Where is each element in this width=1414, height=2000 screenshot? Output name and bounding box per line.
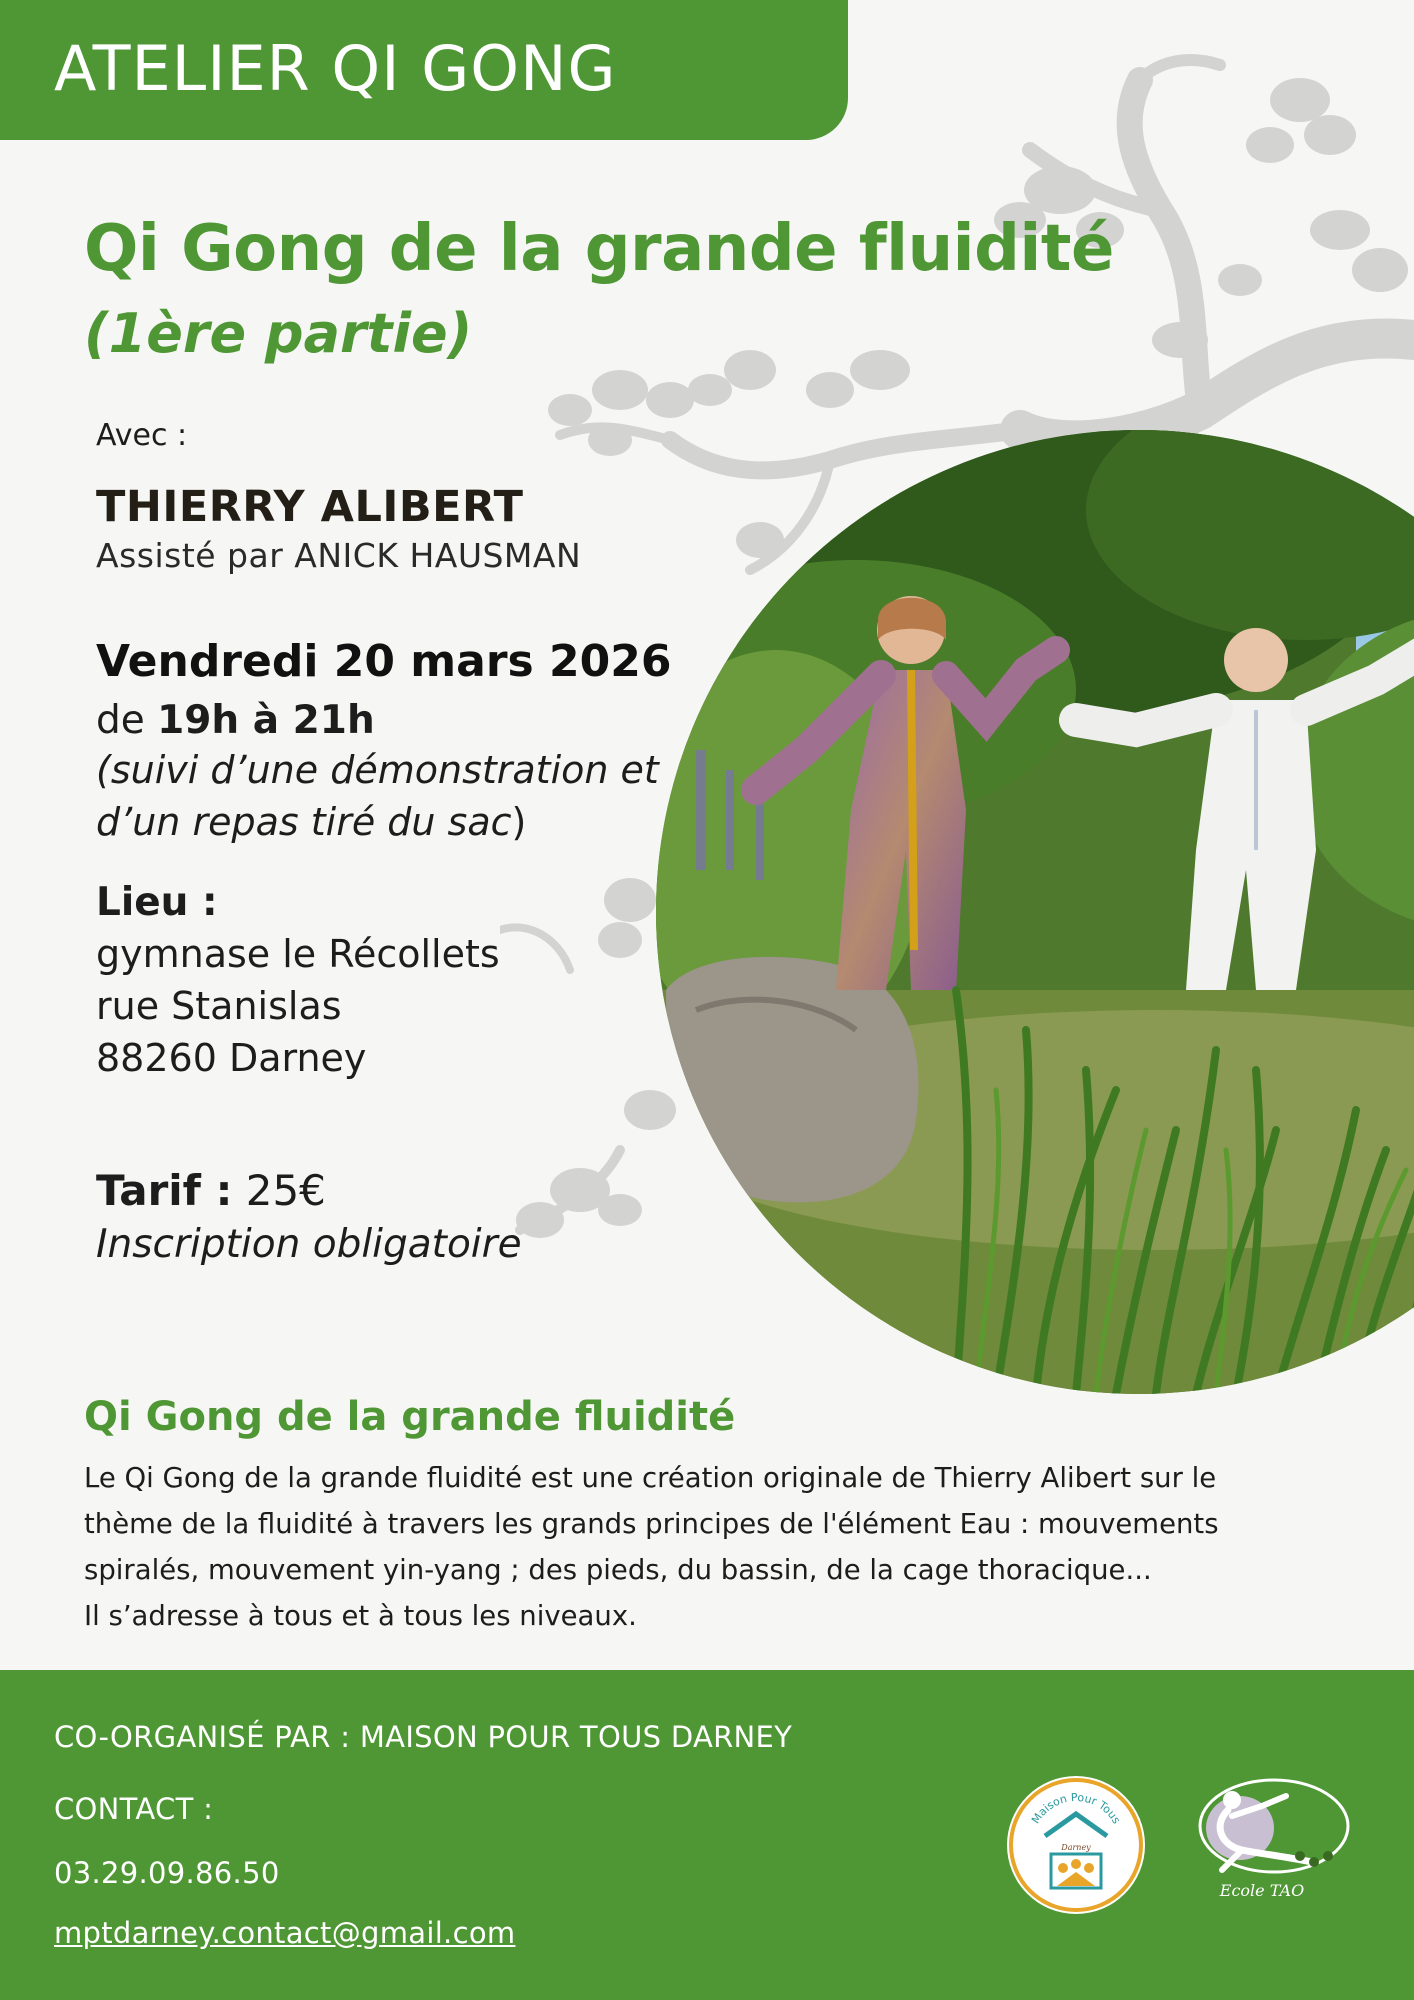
contact-email-link[interactable]: mptdarney.contact@gmail.com — [54, 1916, 516, 1950]
organizer-text: CO-ORGANISÉ PAR : MAISON POUR TOUS DARNEY — [54, 1720, 793, 1754]
address-line: rue Stanislas — [96, 984, 342, 1028]
price-value: 25€ — [232, 1166, 326, 1215]
event-time — [96, 698, 375, 743]
assistant-name: Assisté par ANICK HAUSMAN — [96, 536, 582, 575]
description-line: Il s’adresse à tous et à tous les niveaux. — [84, 1600, 637, 1632]
teacher-name: THIERRY ALIBERT — [96, 482, 524, 532]
price-label: Tarif : — [96, 1166, 233, 1215]
event-date: Vendredi 20 mars 2026 — [96, 636, 672, 687]
time-range: 19h à 21h — [157, 698, 375, 743]
price — [96, 1166, 326, 1215]
description-line: Le Qi Gong de la grande fluidité est une création originale de Thierry Alibert sur le — [84, 1462, 1217, 1494]
maison-pour-tous-logo — [1005, 1774, 1147, 1916]
logo-mpt-name: Maison Pour Tous — [1029, 1790, 1124, 1827]
ecole-tao-logo — [1192, 1776, 1352, 1906]
registration-note: Inscription obligatoire — [96, 1222, 522, 1267]
event-title: Qi Gong de la grande fluidité — [84, 212, 1114, 286]
address-line: 88260 Darney — [96, 1036, 367, 1080]
event-note-line1: (suivi d’une démonstration et — [96, 748, 659, 792]
description-line: spiralés, mouvement yin-yang ; des pieds, du bassin, de la cage thoracique... — [84, 1554, 1152, 1586]
location-label: Lieu : — [96, 880, 218, 925]
description-line: thème de la fluidité à travers les grands principes de l'élément Eau : mouvements — [84, 1508, 1219, 1540]
event-subtitle: (1ère partie) — [84, 302, 473, 365]
contact-label: CONTACT : — [54, 1792, 214, 1826]
header-title: ATELIER QI GONG — [54, 32, 617, 105]
with-label: Avec : — [96, 418, 188, 453]
address-line: gymnase le Récollets — [96, 932, 500, 976]
time-prefix: de — [96, 698, 158, 743]
note-close: ) — [511, 800, 527, 844]
logo-tao-text: Ecole TAO — [1219, 1881, 1305, 1900]
note-italic: d’un repas tiré du sac — [96, 800, 512, 844]
description-title: Qi Gong de la grande fluidité — [84, 1394, 736, 1440]
event-note-line2 — [96, 800, 526, 844]
logo-mpt-town: Darney — [1061, 1843, 1091, 1852]
contact-phone[interactable]: 03.29.09.86.50 — [54, 1856, 280, 1890]
footer — [0, 1670, 1414, 2000]
